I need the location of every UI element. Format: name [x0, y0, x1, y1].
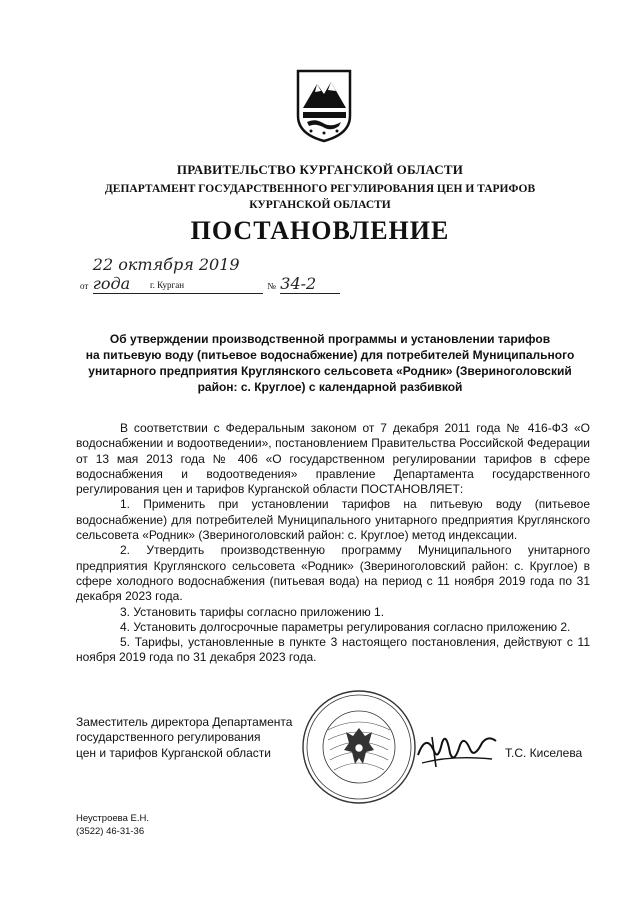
department-name-line2: КУРГАНСКОЙ ОБЛАСТИ: [249, 199, 391, 211]
position-line2: государственного регулирования: [76, 730, 261, 745]
item-1: 1. Применить при установлении тарифов на питьевую воду (питьевое водоснабжение) для потребителей Муниципального унитарного предприятия Круглянского сельсовета «Родник» (Звериноголовский район: с. Круглое) метод индексации.: [76, 497, 590, 543]
subject-line3: унитарного предприятия Круглянского сельсовета «Родник» (Звериноголовский: [88, 364, 572, 378]
official-stamp: [300, 688, 418, 806]
department-name: [0, 181, 640, 213]
executor-info: [76, 812, 149, 838]
executor-phone: (3522) 46-31-36: [76, 826, 145, 837]
position-line3: цен и тарифов Курганской области: [76, 745, 271, 760]
item-3: 3. Установить тарифы согласно приложению 1.: [120, 604, 385, 619]
handwritten-signature: [412, 725, 500, 775]
position-line1: Заместитель директора Департамента: [76, 715, 293, 729]
subject-line2: на питьевую воду (питьевое водоснабжение) для потребителей Муниципального: [85, 348, 575, 362]
executor-name: Неустроева Е.Н.: [76, 813, 149, 824]
document-body: [76, 421, 590, 666]
subject-line4: район: с. Круглое) с календарной разбивкой: [197, 380, 463, 394]
item-5: 5. Тарифы, установленные в пункте 3 настоящего постановления, действуют с 11 ноября 2019 года по 31 декабря 2023 года.: [76, 635, 590, 665]
document-subject: [70, 331, 590, 395]
preamble-paragraph: В соответствии с Федеральным законом от 7 декабря 2011 года № 416-ФЗ «О водоснабжении и водоотведении», постановлением Правительства Российской Федерации от 13 мая 2013 года № 406 «О государственном регулировании тарифов в сфере водоснабжения и водоотведения» правление Департамента государственного регулирования цен и тарифов Курганской области ПОСТАНОВЛЯЕТ:: [76, 421, 590, 497]
coat-of-arms-emblem: [295, 68, 353, 144]
number-handwritten: 34-2: [280, 274, 340, 294]
number-prefix: №: [267, 281, 276, 291]
item-2: 2. Утвердить производственную программу Муниципального унитарного предприятия Круглянского сельсовета «Родник» (Звериноголовский район: с. Круглое) в сфере холодного водоснабжения (питьевая вода) на период с 11 ноября 2019 года по 31 декабря 2023 года.: [76, 543, 590, 604]
signatory-position: [76, 715, 316, 761]
document-type-title: ПОСТАНОВЛЕНИЕ: [190, 216, 450, 245]
date-handwritten: 22 октября 2019 года: [93, 255, 263, 294]
date-prefix: от: [80, 281, 89, 291]
government-name: ПРАВИТЕЛЬСТВО КУРГАНСКОЙ ОБЛАСТИ: [176, 162, 464, 177]
subject-line1: Об утверждении производственной программы и установлении тарифов: [109, 332, 551, 346]
department-name-line1: ДЕПАРТАМЕНТ ГОСУДАРСТВЕННОГО РЕГУЛИРОВАНИЯ ЦЕН И ТАРИФОВ: [104, 183, 536, 195]
signatory-name: Т.С. Киселева: [505, 746, 583, 760]
city-label: г. Курган: [150, 280, 185, 290]
item-4: 4. Установить долгосрочные параметры регулирования согласно приложению 2.: [120, 619, 571, 634]
